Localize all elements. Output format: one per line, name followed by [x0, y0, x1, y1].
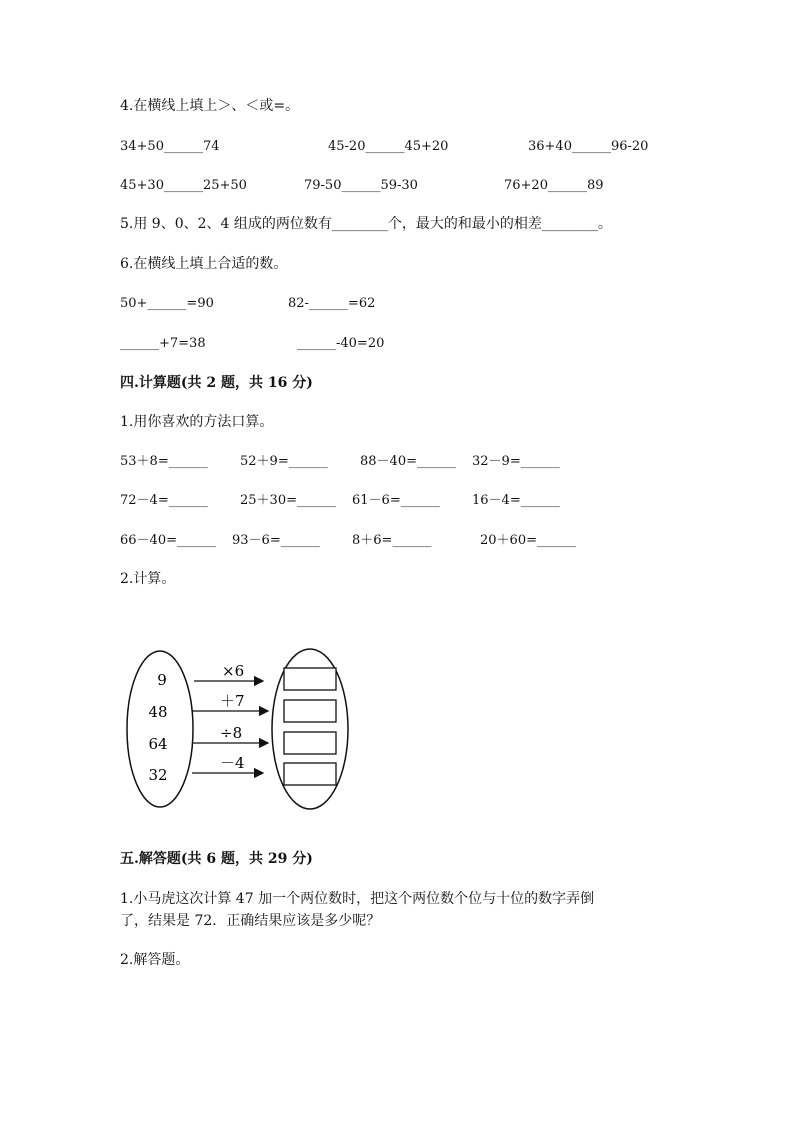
s5-q1-line1: 1.小马虎这次计算 47 加一个两位数时，把这个两位数个位与十位的数字弄倒 — [120, 891, 595, 907]
input-number: 48 — [148, 703, 168, 721]
oral-calc-item: 16－4=______ — [472, 493, 560, 508]
answer-box — [284, 668, 336, 690]
input-number: 32 — [148, 766, 168, 784]
operation-label: ＋7 — [220, 692, 245, 710]
oral-calc-item: 93－6=______ — [232, 533, 320, 548]
q4-item: 79-50______59-30 — [304, 178, 418, 193]
operation-label: ÷8 — [220, 724, 243, 742]
q4-item: 45+30______25+50 — [120, 178, 247, 193]
operation-label: ×6 — [222, 662, 245, 680]
q6-item: ______-40=20 — [297, 336, 385, 351]
oral-calc-item: 72－4=______ — [120, 493, 208, 508]
q4-item: 34+50______74 — [120, 139, 220, 154]
oral-calc-item: 8＋6=______ — [352, 533, 432, 548]
q4-title: 4.在横线上填上＞、＜或=。 — [120, 98, 300, 114]
q6-title: 6.在横线上填上合适的数。 — [120, 256, 288, 272]
oral-calc-item: 20＋60=______ — [480, 533, 576, 548]
oral-calc-item: 66－40=______ — [120, 533, 216, 548]
answer-box — [284, 732, 336, 754]
oral-calc-item: 25＋30=______ — [240, 493, 336, 508]
q6-item: 82-______=62 — [288, 296, 376, 311]
oral-calc-item: 53＋8=______ — [120, 454, 208, 469]
q4-item: 36+40______96-20 — [528, 139, 649, 154]
input-number: 9 — [157, 671, 167, 689]
q5-text: 5.用 9、0、2、4 组成的两位数有________个，最大的和最小的相差________。 — [120, 216, 612, 232]
oral-calc-item: 61－6=______ — [352, 493, 440, 508]
oral-calc-item: 52＋9=______ — [240, 454, 328, 469]
section5-heading: 五.解答题(共 6 题，共 29 分) — [120, 851, 313, 867]
answer-box — [284, 700, 336, 722]
s4-q1-title: 1.用你喜欢的方法口算。 — [120, 414, 274, 430]
s4-q2-title: 2.计算。 — [120, 571, 176, 587]
s5-q2: 2.解答题。 — [120, 952, 190, 968]
input-number: 64 — [148, 735, 168, 753]
oral-calc-item: 88－40=______ — [360, 454, 456, 469]
s5-q1-line2: 了，结果是 72．正确结果应该是多少呢？ — [120, 913, 381, 929]
q6-item: 50+______=90 — [120, 296, 214, 311]
answer-box — [284, 763, 336, 785]
mapping-diagram — [120, 645, 360, 815]
section4-heading: 四.计算题(共 2 题，共 16 分) — [120, 375, 313, 391]
oral-calc-item: 32－9=______ — [472, 454, 560, 469]
operation-label: －4 — [220, 754, 245, 772]
q4-item: 76+20______89 — [504, 178, 604, 193]
q6-item: ______+7=38 — [120, 336, 206, 351]
q4-item: 45-20______45+20 — [328, 139, 449, 154]
